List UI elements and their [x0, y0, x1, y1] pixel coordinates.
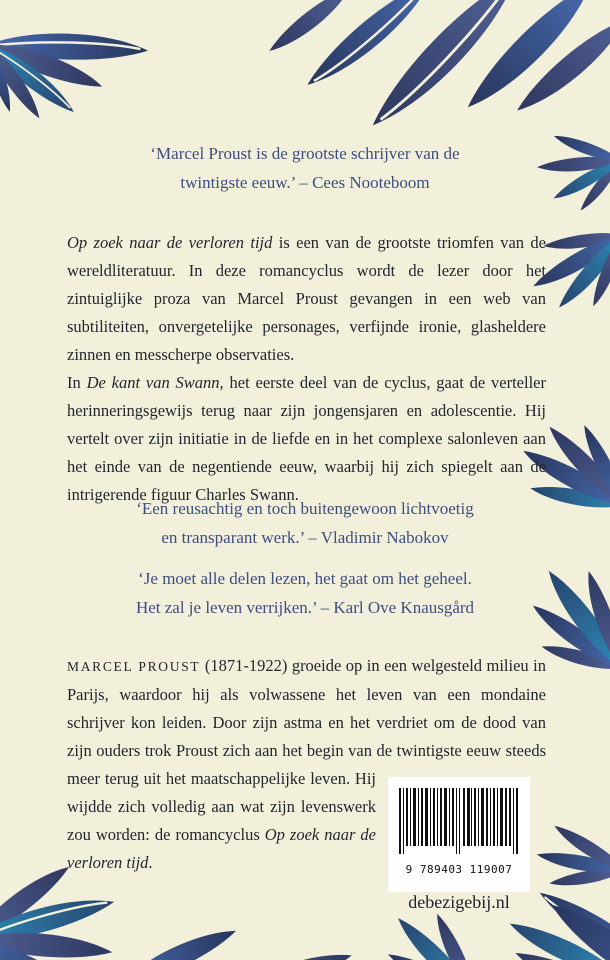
- endorsement-quote-nooteboom: [0, 139, 610, 197]
- quote-line: ‘Een reusachtig en toch buitengewoon lichtvoetig: [136, 499, 474, 518]
- swann-text: het eerste deel van de cyclus, gaat de verteller herinneringsgewijs terug naar zijn jongensjaren en adolescentie. Hij vertelt over zijn initiatie in de liefde en in het complexe salonleven aan het einde van de negentiende eeuw, waarbij hij zich spiegelt aan de intrigerende figuur Charles Swann.: [67, 372, 546, 504]
- ean-barcode-icon: [399, 788, 519, 854]
- quote-line: twintigste eeuw.’ – Cees Nooteboom: [180, 173, 430, 192]
- swann-lead: In: [67, 372, 87, 392]
- quote-line: ‘Marcel Proust is de grootste schrijver van de: [150, 144, 460, 163]
- book-title-italic: Op zoek naar de verloren tijd: [67, 232, 273, 252]
- endorsement-quote-knausgard: [0, 564, 610, 622]
- bio-text-b: terug uit het maatschappelijke leven. Hij wijdde zich volledig aan wat zijn levenswerk zou worden: de romancyclus: [67, 768, 376, 844]
- publisher-url: debezigebij.nl: [408, 892, 510, 912]
- endorsement-quote-nabokov: [0, 494, 610, 552]
- barcode-digits: 9 789403 119007: [405, 862, 513, 876]
- quote-line: ‘Je moet alle delen lezen, het gaat om het geheel.: [138, 569, 472, 588]
- quote-line: en transparant werk.’ – Vladimir Nabokov: [161, 528, 449, 547]
- swann-title-italic: De kant van Swann,: [86, 372, 224, 392]
- leaf-ornament-top-left: [0, 31, 148, 122]
- leaf-ornament-bottom-middle: [384, 911, 481, 960]
- swann-paragraph: [67, 369, 546, 509]
- author-name: MARCEL PROUST: [67, 658, 201, 674]
- bio-text-c: .: [148, 852, 153, 872]
- barcode-panel: [388, 777, 530, 892]
- quote-line: Het zal je leven verrijken.’ – Karl Ove Knausgård: [135, 598, 475, 617]
- synopsis-paragraph: [67, 229, 546, 369]
- synopsis-text: is een van de grootste triomfen van de wereldliteratuur. In deze romancyclus wordt de lezer door het zintuiglijke proza van Marcel Proust gevangen in een web van subtiliteiten, onvergetelijke personages, verfijnde ironie, glasheldere zinnen en messcherpe observaties.: [67, 232, 546, 364]
- bio-text-a: (1871-1922) groeide op in een welgesteld milieu in Parijs, waardoor hij als volwassene het leven van een mondaine schrijver kon leiden. Door zijn astma en het verdriet om de dood van zijn ouders trok Proust zich aan het begin van de twintigste eeuw steeds meer: [67, 655, 546, 788]
- book-title-italic: Op zoek naar de verloren tijd: [67, 824, 376, 872]
- author-bio-paragraph: [67, 652, 546, 902]
